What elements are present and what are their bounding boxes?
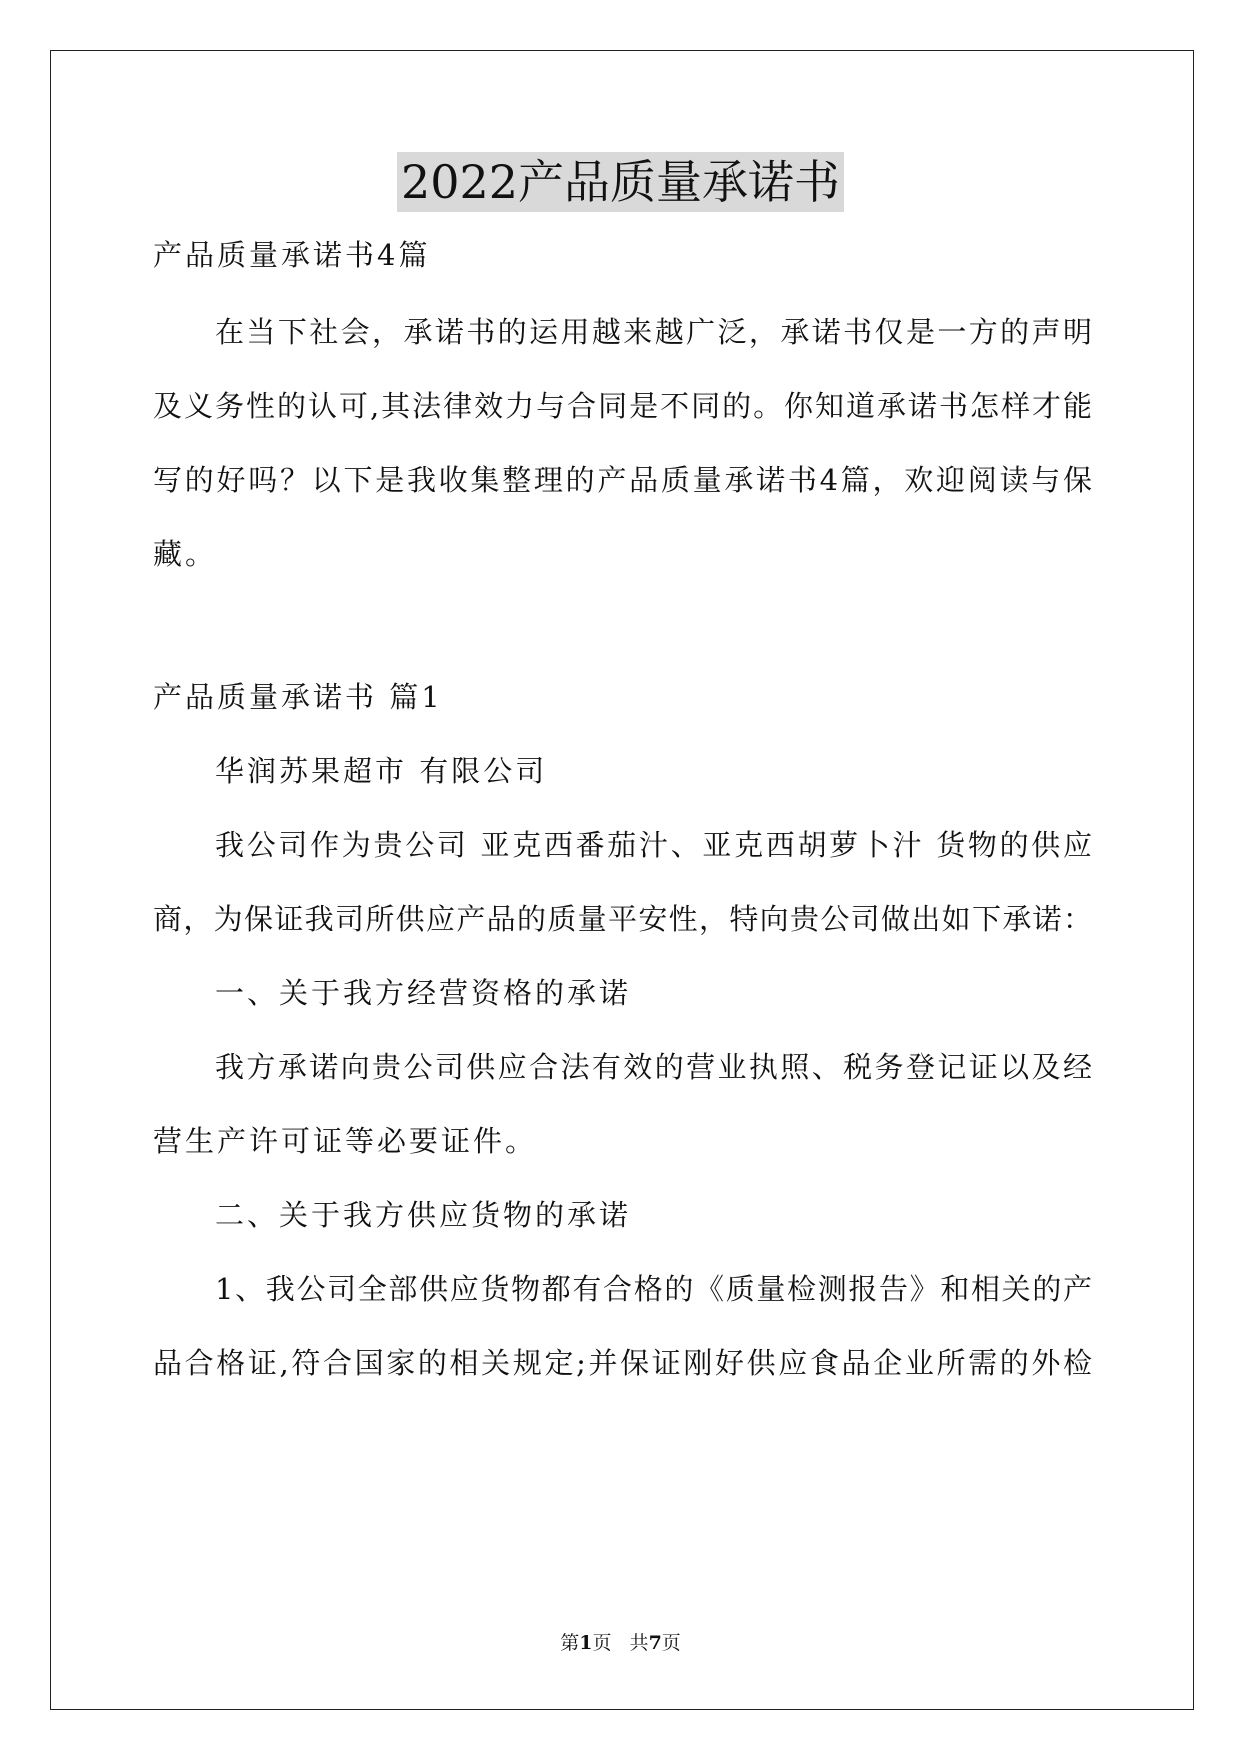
page-border <box>50 50 1194 1710</box>
item2-line-2: 品合格证,符合国家的相关规定;并保证刚好供应食品企业所需的外检 <box>153 1346 1093 1380</box>
item1-line-2: 营生产许可证等必要证件。 <box>153 1124 538 1158</box>
section1-heading: 产品质量承诺书 篇1 <box>153 680 443 714</box>
title-container <box>0 152 1241 212</box>
footer-total-pages: 7 <box>648 1632 662 1654</box>
intro-line-2: 及义务性的认可,其法律效力与合同是不同的。你知道承诺书怎样才能 <box>153 389 1093 423</box>
footer-page-number: 1 <box>579 1632 593 1654</box>
footer-mid: 页 共 <box>592 1632 649 1654</box>
page-footer <box>0 1630 1241 1656</box>
intro-line-1: 在当下社会，承诺书的运用越来越广泛，承诺书仅是一方的声明 <box>215 315 1093 349</box>
para1-line-2: 商，为保证我司所供应产品的质量平安性，特向贵公司做出如下承诺： <box>153 902 1093 936</box>
para1-line-1: 我公司作为贵公司 亚克西番茄汁、亚克西胡萝卜汁 货物的供应 <box>215 828 1093 862</box>
footer-prefix: 第 <box>560 1632 580 1654</box>
item2-heading: 二、关于我方供应货物的承诺 <box>215 1198 632 1232</box>
footer-suffix: 页 <box>661 1632 681 1654</box>
document-title: 2022产品质量承诺书 <box>397 152 844 212</box>
item1-line-1: 我方承诺向贵公司供应合法有效的营业执照、税务登记证以及经 <box>215 1050 1093 1084</box>
addressee: 华润苏果超市 有限公司 <box>215 754 548 788</box>
intro-line-4: 藏。 <box>153 537 218 571</box>
document-subtitle: 产品质量承诺书4篇 <box>153 238 431 272</box>
item2-line-1: 1、我公司全部供应货物都有合格的《质量检测报告》和相关的产 <box>215 1272 1093 1306</box>
item1-heading: 一、关于我方经营资格的承诺 <box>215 976 632 1010</box>
intro-line-3: 写的好吗？以下是我收集整理的产品质量承诺书4篇，欢迎阅读与保 <box>153 463 1093 497</box>
